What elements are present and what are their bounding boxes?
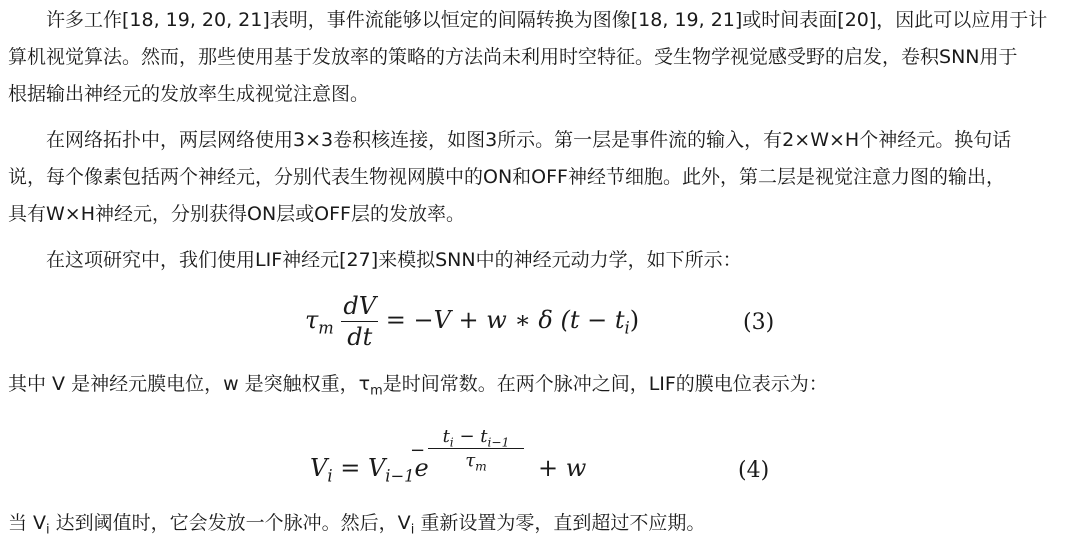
text-segment: 其中 V 是神经元膜电位，w 是突触权重，τ: [8, 373, 371, 395]
t-symbol: t: [442, 426, 450, 447]
paragraph-variables: [8, 366, 1074, 403]
v-symbol: V: [310, 454, 328, 482]
t-subscript: i: [449, 435, 454, 450]
fraction-numerator: dV: [343, 292, 377, 320]
v-prev-subscript: i−1: [385, 466, 415, 486]
paragraph-threshold: [8, 505, 1074, 542]
exponent-fraction-bar: [428, 448, 524, 449]
paragraph-line: [8, 505, 1074, 542]
fraction-denominator: dt: [347, 323, 373, 351]
paragraph-line: 说，每个像素包括两个神经元，分别代表生物视网膜中的ON和OFF神经节细胞。此外，第二层是视觉注意力图的输出，: [8, 166, 1005, 188]
equation-4: [310, 418, 590, 498]
equation-equals: = V: [340, 454, 386, 482]
v-subscript: i: [327, 466, 333, 486]
paragraph-event-stream: [8, 2, 1074, 113]
text-segment: 重新设置为零，直到超过不应期。: [414, 512, 706, 534]
exp-base: e: [414, 454, 429, 482]
rhs-subscript: i: [624, 318, 630, 338]
t-prev-subscript: i−1: [487, 435, 510, 450]
derivative-fraction: [341, 292, 378, 351]
exponent-minus: −: [410, 440, 426, 461]
equation-3: [305, 292, 639, 351]
text-segment: 达到阈值时，它会发放一个脉冲。然后，V: [49, 512, 411, 534]
v-subscript: i: [46, 522, 50, 538]
exponent-denominator: [428, 450, 524, 474]
rhs-close-paren: ): [629, 306, 640, 334]
paragraph-line: 算机视觉算法。然而，那些使用基于发放率的策略的方法尚未利用时空特征。受生物学视觉感受野的启发，卷积SNN用于: [8, 46, 1018, 68]
equation-number-3: (3): [743, 310, 775, 335]
text-segment: 当 V: [8, 512, 47, 534]
paragraph-line: 在网络拓扑中，两层网络使用3×3卷积核连接，如图3所示。第一层是事件流的输入，有2×W×H个神经元。换句话: [46, 129, 1012, 151]
equation-number-4: (4): [738, 458, 770, 483]
exponent-fraction: [428, 426, 524, 474]
paragraph-network-topology: [8, 122, 1074, 233]
tau-subscript: m: [318, 318, 334, 338]
t-minus: − t: [453, 426, 488, 447]
equation-tail: + w: [538, 454, 587, 482]
tau-subscript: m: [370, 383, 383, 399]
paragraph-line: 根据输出神经元的发放率生成视觉注意图。: [8, 83, 370, 105]
tau-symbol: τ: [305, 306, 319, 334]
equation-rhs: = −V + w ∗ δ (t − t: [385, 306, 625, 334]
tau-symbol: τ: [465, 450, 476, 471]
exponent-numerator: [428, 426, 524, 450]
paragraph-line: 具有W×H神经元，分别获得ON层或OFF层的发放率。: [8, 203, 465, 225]
paragraph-lif-intro: [8, 242, 1074, 279]
text-segment: 是时间常数。在两个脉冲之间，LIF的膜电位表示为：: [382, 373, 828, 395]
tau-subscript: m: [475, 459, 487, 474]
v-subscript: i: [410, 522, 415, 538]
paragraph-line: 许多工作[18, 19, 20, 21]表明，事件流能够以恒定的间隔转换为图像[18, 19, 21]或时间表面[20]，因此可以应用于计: [46, 9, 1048, 31]
paragraph-line: [8, 366, 1074, 403]
paragraph-line: 在这项研究中，我们使用LIF神经元[27]来模拟SNN中的神经元动力学，如下所示：: [46, 249, 742, 271]
fraction-bar: [341, 321, 378, 322]
